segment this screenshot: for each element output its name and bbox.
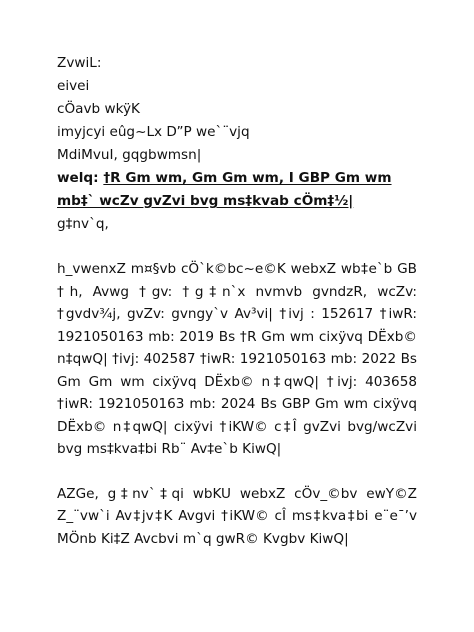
subject-label: welq: xyxy=(57,170,99,186)
paragraph-spacer xyxy=(57,461,417,483)
recipient-school: imyjcyi eûg~Lx D”P we`¨vjq xyxy=(57,124,250,140)
recipient-address: MdiMvuI, gqgbwmsn| xyxy=(57,147,202,163)
subject-text-2: mb‡` wcZv gvZvi bvg ms‡kvab cÖm‡½| xyxy=(57,193,354,209)
subject-text-1: †R Gm wm, Gm Gm wm, I GBP Gm wm xyxy=(103,170,392,186)
body-paragraph-2: AZGe, g‡nv`‡qi wbKU webxZ cÖv_©bv ewY©Z Z_¨vw`i Av‡jv‡K Avgvi †iKW© cÎ ms‡kva‡bi e¨e¯’v MÖnb Ki‡Z Avcbvi m`q gwR© Kvgbv KiwQ| xyxy=(57,485,417,547)
body-paragraph-1: h_vwenxZ m¤§vb cÖ`k©bc~e©K webxZ wb‡e`b GB †h, Avwg †gv: †g‡n`x nvmvb gvndzR, wcZv: †gvdv¾j, gvZv: gvngy`v Av³vi| †ivj : 152617 †iwR: 1921050163 mb: 2019 Bs †R Gm wm cixÿvq DËxb© n‡qwQ| †ivj: 402587 †iwR: 1921050163 mb: 2022 Bs Gm Gm wm cixÿvq DËxb© n‡qwQ| †ivj: 403658 †iwR: 1921050163 mb: 2024 Bs GBP Gm wm cixÿvq DËxb© n‡qwQ| cixÿvi †iKW© c‡Î gvZvi bvg/wcZvi bvg ms‡kva‡bi Rb¨ Av‡e`b KiwQ| xyxy=(57,261,417,457)
salutation: g‡nv`q, xyxy=(57,216,109,232)
to-label: ZvwiL: xyxy=(57,55,102,71)
subject-line-1 xyxy=(57,167,417,190)
recipient-designation: eivei xyxy=(57,78,90,94)
application-letter xyxy=(57,52,417,550)
subject-line-2 xyxy=(57,190,417,213)
paragraph-spacer xyxy=(57,236,417,258)
recipient-title: cÖavb wkÿK xyxy=(57,101,140,117)
